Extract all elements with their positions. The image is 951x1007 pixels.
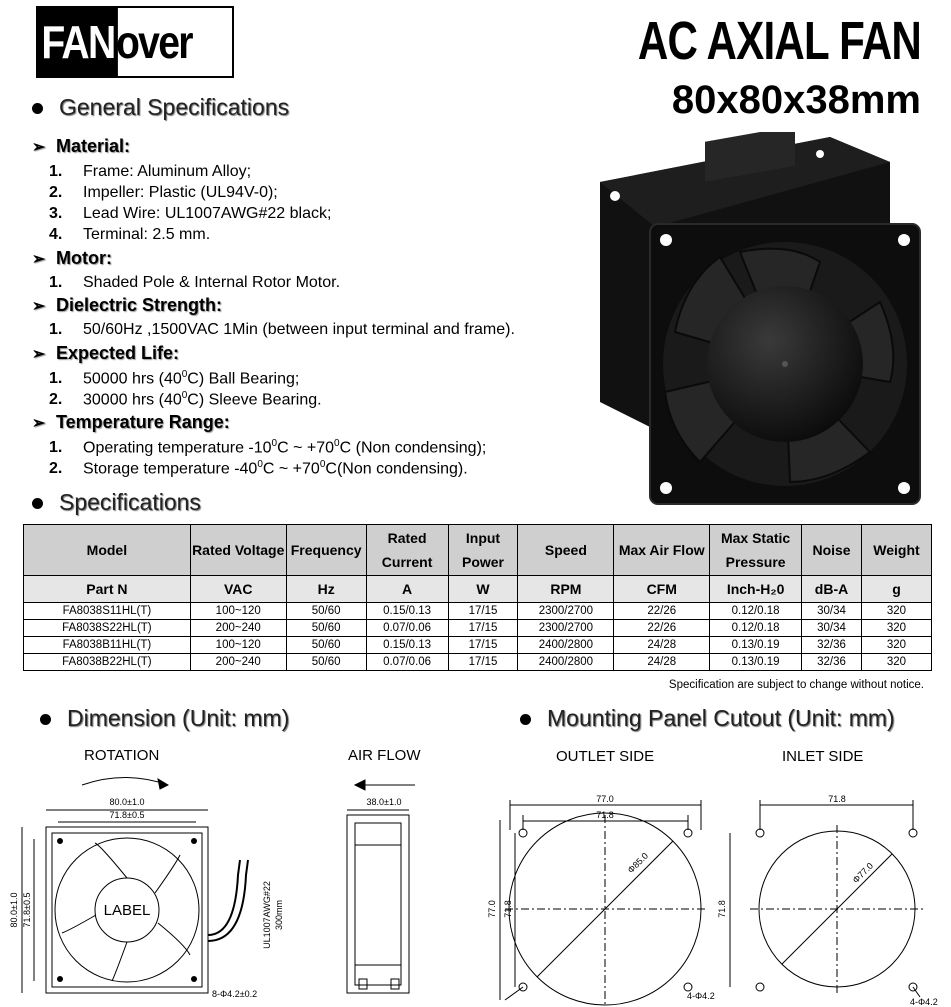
table-row xyxy=(24,654,932,671)
material-item-4 xyxy=(49,226,210,244)
unit-cell: Part N xyxy=(24,576,191,603)
dim-718-text: 71.8±0.5 xyxy=(109,810,145,820)
wire-length-text: 300mm xyxy=(274,899,284,931)
spec-note: Specification are subject to change without notice. xyxy=(668,679,924,691)
item-text: C) Ball Bearing; xyxy=(187,370,300,388)
th-speed: Speed xyxy=(518,525,614,576)
cell: 320 xyxy=(861,620,931,637)
cell: 50/60 xyxy=(286,603,366,620)
dim-80-text: 80.0±1.0 xyxy=(109,797,145,807)
th-power: Input Power xyxy=(448,525,518,576)
th-voltage: Rated Voltage xyxy=(190,525,286,576)
cell: FA8038S22HL(T) xyxy=(24,620,191,637)
bullet-icon xyxy=(40,714,51,725)
fan-photo xyxy=(590,132,930,512)
temperature-heading xyxy=(32,412,230,433)
th-model: Model xyxy=(24,525,191,576)
out-v77-text: 77.0 xyxy=(487,900,497,918)
cell: 0.07/0.06 xyxy=(366,620,448,637)
material-heading-label: Material: xyxy=(56,136,131,156)
temperature-item-1 xyxy=(49,438,486,457)
cell: 30/34 xyxy=(802,603,862,620)
item-text: C(Non condensing). xyxy=(325,460,468,478)
cell: FA8038B22HL(T) xyxy=(24,654,191,671)
life-heading xyxy=(32,343,179,364)
cell: 50/60 xyxy=(286,637,366,654)
item-text: C (Non condensing); xyxy=(339,439,487,457)
outlet-cutout-drawing xyxy=(475,775,730,1007)
item-number: 1. xyxy=(49,439,63,457)
dim-38-text: 38.0±1.0 xyxy=(366,797,402,807)
cell: 17/15 xyxy=(448,654,518,671)
cell: FA8038B11HL(T) xyxy=(24,637,191,654)
airflow-label: AIR FLOW xyxy=(348,747,421,764)
unit-cell: Inch-H₂0 xyxy=(710,576,802,603)
section-general-label: General Specifications xyxy=(59,94,290,120)
item-text: C) Sleeve Bearing. xyxy=(187,391,322,409)
th-weight: Weight xyxy=(861,525,931,576)
cell: 100~120 xyxy=(190,603,286,620)
table-row xyxy=(24,620,932,637)
th-current: Rated Current xyxy=(366,525,448,576)
table-header-row xyxy=(24,525,932,576)
life-item-2 xyxy=(49,390,322,409)
cell: 0.15/0.13 xyxy=(366,637,448,654)
item-text: C ~ +70 xyxy=(262,460,320,478)
item-number: 2. xyxy=(49,184,63,201)
section-cutout-label: Mounting Panel Cutout (Unit: mm) xyxy=(547,705,895,731)
material-item-2 xyxy=(49,184,278,202)
inlet-label: INLET SIDE xyxy=(782,748,864,765)
material-item-1 xyxy=(49,163,251,181)
motor-heading xyxy=(32,248,112,269)
cell: 24/28 xyxy=(614,654,710,671)
item-number: 1. xyxy=(49,274,63,291)
rotation-label: ROTATION xyxy=(84,747,160,764)
item-text: Impeller: Plastic (UL94V-0); xyxy=(83,184,278,201)
in-dia-text: Φ77.0 xyxy=(850,860,876,886)
unit-cell: RPM xyxy=(518,576,614,603)
dim-v718-text: 71.8±0.5 xyxy=(22,892,32,928)
life-heading-label: Expected Life: xyxy=(56,343,180,363)
unit-cell: dB-A xyxy=(802,576,862,603)
motor-heading-label: Motor: xyxy=(56,248,112,268)
item-number: 3. xyxy=(49,205,63,222)
th-airflow: Max Air Flow xyxy=(614,525,710,576)
out-77-text: 77.0 xyxy=(596,794,614,804)
section-general xyxy=(32,94,289,121)
cell: 0.12/0.18 xyxy=(710,603,802,620)
spec-table xyxy=(23,524,932,671)
logo-over: over xyxy=(116,16,192,68)
out-holes-text: 4-Φ4.2 xyxy=(687,991,715,1001)
dielectric-item-1 xyxy=(49,321,515,339)
side-view-drawing xyxy=(335,765,445,1007)
arrow-icon: ➢ xyxy=(32,251,46,268)
item-text: Terminal: 2.5 mm. xyxy=(83,226,211,243)
table-row xyxy=(24,603,932,620)
cell: 2300/2700 xyxy=(518,620,614,637)
arrow-icon: ➢ xyxy=(32,346,46,363)
cell: 0.15/0.13 xyxy=(366,603,448,620)
unit-cell: CFM xyxy=(614,576,710,603)
rotation-arrow-icon xyxy=(82,778,168,786)
life-item-1 xyxy=(49,369,299,388)
unit-cell: A xyxy=(366,576,448,603)
front-view-drawing xyxy=(0,765,300,1007)
section-specifications xyxy=(32,489,201,516)
section-dimension-label: Dimension (Unit: mm) xyxy=(67,705,290,731)
cell: 17/15 xyxy=(448,620,518,637)
item-text: Shaded Pole & Internal Rotor Motor. xyxy=(83,274,341,291)
th-noise: Noise xyxy=(802,525,862,576)
cell: 0.13/0.19 xyxy=(710,654,802,671)
dielectric-heading xyxy=(32,295,222,316)
item-text: Storage temperature -40 xyxy=(83,460,258,478)
cell: 2300/2700 xyxy=(518,603,614,620)
unit-cell: VAC xyxy=(190,576,286,603)
cell: FA8038S11HL(T) xyxy=(24,603,191,620)
out-718-text: 71.8 xyxy=(596,810,614,820)
bullet-icon xyxy=(32,498,43,509)
item-text: C ~ +70 xyxy=(277,439,335,457)
dim-v80-text: 80.0±1.0 xyxy=(9,892,19,928)
temperature-heading-label: Temperature Range: xyxy=(56,412,230,432)
superscript: 0 xyxy=(181,369,188,380)
unit-cell: g xyxy=(861,576,931,603)
cell: 0.13/0.19 xyxy=(710,637,802,654)
cell: 320 xyxy=(861,603,931,620)
in-718-text: 71.8 xyxy=(828,794,846,804)
cell: 22/26 xyxy=(614,603,710,620)
motor-item-1 xyxy=(49,274,340,292)
out-v718-text: 71.8 xyxy=(503,900,513,918)
fan-label-text: LABEL xyxy=(103,902,151,919)
product-size: 80x80x38mm xyxy=(671,78,921,122)
cell: 320 xyxy=(861,637,931,654)
item-text: Lead Wire: UL1007AWG#22 black; xyxy=(83,205,332,222)
item-text: 50/60Hz ,1500VAC 1Min (between input terminal and frame). xyxy=(83,321,515,338)
section-cutout xyxy=(520,705,895,732)
table-row xyxy=(24,637,932,654)
cell: 200~240 xyxy=(190,654,286,671)
product-title: AC AXIAL FAN xyxy=(637,11,921,71)
cell: 32/36 xyxy=(802,637,862,654)
cell: 50/60 xyxy=(286,654,366,671)
cell: 24/28 xyxy=(614,637,710,654)
holes-text: 8-Φ4.2±0.2 xyxy=(212,989,258,999)
cell: 200~240 xyxy=(190,620,286,637)
cell: 0.12/0.18 xyxy=(710,620,802,637)
item-number: 2. xyxy=(49,391,63,409)
temperature-item-2 xyxy=(49,459,468,478)
in-v718-text: 71.8 xyxy=(717,900,727,918)
cell: 320 xyxy=(861,654,931,671)
superscript: 0 xyxy=(319,459,326,470)
item-number: 1. xyxy=(49,163,63,180)
item-text: Frame: Aluminum Alloy; xyxy=(83,163,252,180)
item-text: 30000 hrs (40 xyxy=(83,391,182,409)
superscript: 0 xyxy=(271,438,278,449)
item-text: Operating temperature -10 xyxy=(83,439,272,457)
cell: 50/60 xyxy=(286,620,366,637)
logo-fan: FAN xyxy=(38,8,118,76)
bullet-icon xyxy=(520,714,531,725)
cell: 22/26 xyxy=(614,620,710,637)
inlet-cutout-drawing xyxy=(705,775,951,1007)
in-holes-text: 4-Φ4.2 xyxy=(910,997,938,1007)
cell: 17/15 xyxy=(448,637,518,654)
section-dimension xyxy=(40,705,289,732)
section-specifications-label: Specifications xyxy=(59,489,201,515)
arrow-icon: ➢ xyxy=(32,415,46,432)
cell: 32/36 xyxy=(802,654,862,671)
material-item-3 xyxy=(49,205,331,223)
outlet-label: OUTLET SIDE xyxy=(556,748,655,765)
item-number: 2. xyxy=(49,460,63,478)
dielectric-heading-label: Dielectric Strength: xyxy=(56,295,223,315)
brand-logo xyxy=(36,6,234,78)
item-text: 50000 hrs (40 xyxy=(83,370,182,388)
material-heading xyxy=(32,136,130,157)
item-number: 4. xyxy=(49,226,63,243)
item-number: 1. xyxy=(49,370,63,388)
item-number: 1. xyxy=(49,321,63,338)
cell: 30/34 xyxy=(802,620,862,637)
superscript: 0 xyxy=(181,390,188,401)
cell: 100~120 xyxy=(190,637,286,654)
cell: 2400/2800 xyxy=(518,654,614,671)
unit-cell: W xyxy=(448,576,518,603)
th-pressure: Max Static Pressure xyxy=(710,525,802,576)
arrow-icon: ➢ xyxy=(32,139,46,156)
unit-cell: Hz xyxy=(286,576,366,603)
wire-spec-text: UL1007AWG#22 xyxy=(262,881,272,949)
cell: 17/15 xyxy=(448,603,518,620)
bullet-icon xyxy=(32,103,43,114)
table-unit-row xyxy=(24,576,932,603)
cell: 2400/2800 xyxy=(518,637,614,654)
superscript: 0 xyxy=(334,438,340,449)
out-dia-text: Φ85.0 xyxy=(625,850,651,876)
th-frequency: Frequency xyxy=(286,525,366,576)
arrow-icon: ➢ xyxy=(32,298,46,315)
superscript: 0 xyxy=(257,459,263,470)
cell: 0.07/0.06 xyxy=(366,654,448,671)
